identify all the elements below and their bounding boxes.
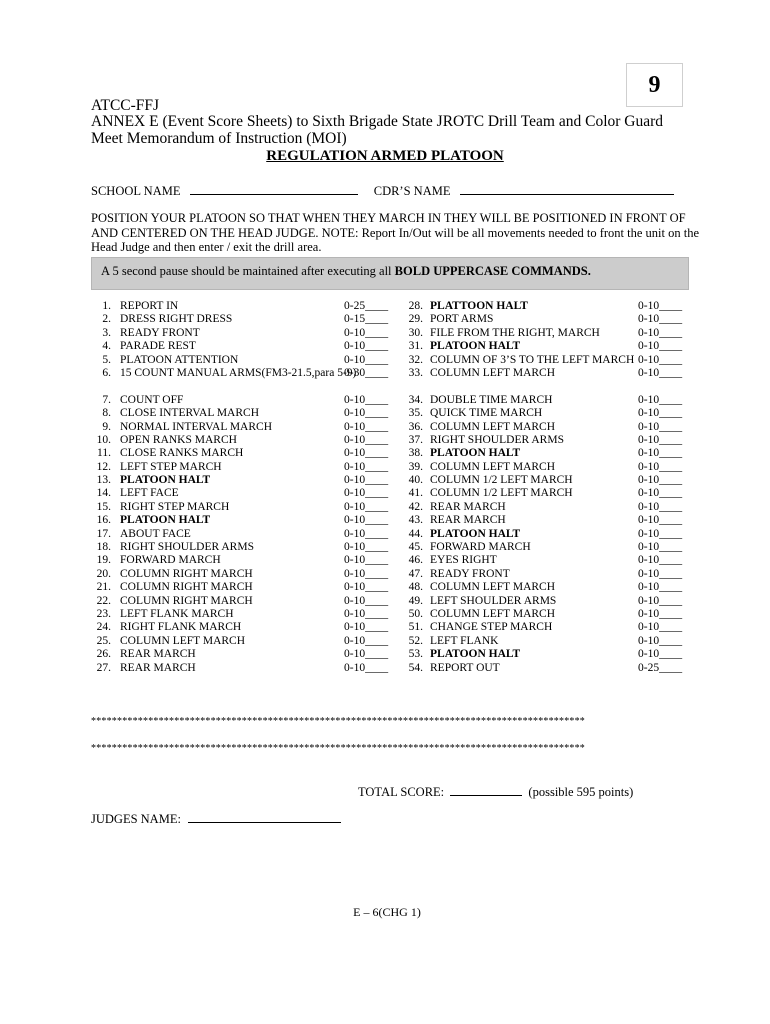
command-points[interactable]: 0-10____ [344,340,389,353]
command-points[interactable]: 0-10____ [638,541,683,554]
command-label: COLUMN 1/2 LEFT MARCH [430,487,573,500]
command-number: 52. [408,634,423,647]
command-points[interactable]: 0-10____ [638,648,683,661]
command-points[interactable]: 0-10____ [344,407,389,420]
command-number: 27. [96,661,111,674]
command-points[interactable]: 0-10____ [344,420,389,433]
command-label: FILE FROM THE RIGHT, MARCH [430,326,600,339]
total-score-field[interactable] [450,784,522,796]
name-fields [91,182,674,199]
command-label: READY FRONT [120,326,200,339]
command-number: 11. [97,447,111,460]
command-points[interactable]: 0-10____ [344,433,389,446]
command-row [91,434,391,447]
command-row [91,313,391,326]
command-label: RIGHT STEP MARCH [120,500,230,513]
command-number: 40. [408,474,423,487]
command-number: 24. [96,621,111,634]
command-points[interactable]: 0-10____ [638,353,683,366]
command-points[interactable]: 0-10____ [344,581,389,594]
command-label: COLUMN LEFT MARCH [430,366,556,379]
page-footer: E – 6(CHG 1) [353,905,421,919]
command-number: 14. [96,487,111,500]
command-label: REAR MARCH [120,648,196,661]
command-number: 2. [102,313,111,326]
command-number: 23. [96,608,111,620]
judges-name-field[interactable] [188,811,341,823]
command-row [91,568,391,581]
command-points[interactable]: 0-10____ [344,474,389,487]
command-number: 39. [408,460,423,473]
command-points[interactable]: 0-10____ [344,554,389,567]
command-label: PLATOON HALT [430,340,521,353]
total-score-note: (possible 595 points) [528,785,634,799]
command-row [400,474,695,487]
command-row [400,662,695,675]
command-row [400,648,695,661]
command-number: 50. [408,608,423,620]
command-row [400,407,695,420]
command-points[interactable]: 0-10____ [344,608,389,620]
separator-stars-2: *********************************************************************************************** [91,743,585,754]
command-row [400,554,695,567]
command-row [91,541,391,554]
command-number: 51. [408,621,423,634]
pause-note-text: A 5 second pause should be maintained after executing all [101,264,395,278]
command-points[interactable]: 0-10____ [638,500,683,513]
command-label: PLATOON HALT [430,447,521,460]
command-row [400,595,695,608]
command-points[interactable]: 0-10____ [638,621,683,634]
command-label: COLUMN RIGHT MARCH [120,581,253,594]
command-row [91,340,391,353]
command-label: REPORT IN [120,300,179,312]
command-points[interactable]: 0-10____ [344,393,389,406]
command-row [400,501,695,514]
command-points[interactable]: 0-10____ [344,353,389,366]
command-number: 21. [96,581,111,594]
command-number: 29. [408,313,423,326]
command-number: 41. [408,487,423,500]
command-row [91,394,391,407]
command-label: RIGHT SHOULDER ARMS [120,541,254,554]
command-label: COLUMN LEFT MARCH [430,460,556,473]
command-row [91,648,391,661]
total-score [358,784,633,800]
command-number: 38. [408,447,423,460]
command-number: 5. [102,353,111,366]
command-points[interactable]: 0-10____ [344,487,389,500]
command-points[interactable]: 0-10____ [344,326,389,339]
command-label: COUNT OFF [120,393,184,406]
command-points[interactable]: 0-10____ [638,393,683,406]
command-label: COLUMN LEFT MARCH [120,634,246,647]
command-label: COLUMN LEFT MARCH [430,608,556,620]
command-number: 37. [408,433,423,446]
command-points[interactable]: 0-10____ [638,433,683,446]
command-number: 32. [408,353,423,366]
command-number: 53. [408,648,423,661]
command-row [91,421,391,434]
command-points[interactable]: 0-10____ [638,634,683,647]
command-number: 54. [408,661,423,674]
command-points[interactable]: 0-10____ [638,326,683,339]
commands-left-column [91,300,391,675]
command-number: 31. [408,340,423,353]
command-points[interactable]: 0-10____ [638,313,683,326]
command-number: 19. [96,554,111,567]
command-row [400,434,695,447]
command-points[interactable]: 0-10____ [638,407,683,420]
command-label: QUICK TIME MARCH [430,407,543,420]
command-row [91,461,391,474]
command-row [91,581,391,594]
command-points[interactable]: 0-10____ [638,581,683,594]
command-label: EYES RIGHT [430,554,497,567]
command-label: CLOSE INTERVAL MARCH [120,407,260,420]
command-points[interactable]: 0-15____ [344,313,389,326]
command-number: 3. [102,326,111,339]
command-points[interactable]: 0-10____ [344,541,389,554]
command-row [400,327,695,340]
command-row [91,608,391,621]
separator-stars-1: *********************************************************************************************** [91,716,585,727]
command-label: DRESS RIGHT DRESS [120,313,233,326]
command-points[interactable]: 0-25____ [344,300,389,312]
instructions-text: POSITION YOUR PLATOON SO THAT WHEN THEY MARCH IN THEY WILL BE POSITIONED IN FRONT OF AND CENTERED ON THE HEAD JUDGE. NOTE: Report In/Out will be all movements needed to front the unit on the Head Judge and then enter / exit the drill area. [91,211,700,254]
header-annex: ANNEX E (Event Score Sheets) to Sixth Brigade State JROTC Drill Team and Color Guard [91,113,664,130]
command-label: COLUMN RIGHT MARCH [120,567,253,580]
command-row [91,501,391,514]
command-label: COLUMN RIGHT MARCH [120,594,253,607]
command-label: RIGHT FLANK MARCH [120,621,242,634]
command-number: 33. [408,366,423,379]
command-points[interactable]: 0-10____ [344,634,389,647]
command-number: 6. [102,366,111,379]
command-label: PLATOON HALT [120,474,211,487]
command-points[interactable]: 0-10____ [638,594,683,607]
command-number: 46. [408,554,423,567]
command-number: 30. [408,326,423,339]
command-points[interactable]: 0-10____ [638,460,683,473]
command-number: 15. [96,500,111,513]
command-points[interactable]: 0-30____ [344,366,389,379]
command-label: CLOSE RANKS MARCH [120,447,244,460]
command-label: 15 COUNT MANUAL ARMS(FM3-21.5,para 5-9) [120,366,357,379]
command-number: 43. [408,514,423,527]
command-label: LEFT FLANK MARCH [120,608,234,620]
command-label: ABOUT FACE [120,527,191,540]
command-label: PLATOON HALT [120,514,211,527]
command-row [91,621,391,634]
command-row [91,407,391,420]
command-points[interactable]: 0-10____ [638,447,683,460]
command-points[interactable]: 0-10____ [344,460,389,473]
command-label: FORWARD MARCH [120,554,221,567]
command-number: 45. [408,541,423,554]
command-number: 44. [408,527,423,540]
command-number: 42. [408,500,423,513]
command-number: 28. [408,300,423,312]
command-number: 35. [408,407,423,420]
command-number: 13. [96,474,111,487]
command-label: REPORT OUT [430,661,500,674]
command-number: 4. [102,340,111,353]
total-score-label: TOTAL SCORE: [358,785,445,799]
command-label: PLATOON HALT [430,648,521,661]
command-label: FORWARD MARCH [430,541,531,554]
command-number: 48. [408,581,423,594]
command-row [400,581,695,594]
command-points[interactable]: 0-10____ [344,648,389,661]
command-number: 49. [408,594,423,607]
command-row [400,300,695,313]
cdr-name-field[interactable] [460,182,674,195]
command-row [91,595,391,608]
page-title: REGULATION ARMED PLATOON [266,148,504,164]
command-row [400,461,695,474]
command-number: 18. [96,541,111,554]
command-label: LEFT FACE [120,487,179,500]
command-number: 8. [102,407,111,420]
command-points[interactable]: 0-10____ [638,554,683,567]
command-points[interactable]: 0-10____ [638,420,683,433]
command-row [400,447,695,460]
school-name-label: SCHOOL NAME [91,184,181,198]
command-row [400,394,695,407]
command-number: 34. [408,393,423,406]
command-number: 26. [96,648,111,661]
command-number: 10. [96,433,111,446]
command-label: COLUMN 1/2 LEFT MARCH [430,474,573,487]
command-label: REAR MARCH [430,500,506,513]
command-label: PORT ARMS [430,313,494,326]
command-label: PLATOON HALT [430,527,521,540]
header-moi: Meet Memorandum of Instruction (MOI) [91,130,347,147]
command-row [400,528,695,541]
command-label: CHANGE STEP MARCH [430,621,553,634]
pause-note-bold: BOLD UPPERCASE COMMANDS. [394,264,591,278]
command-label: LEFT STEP MARCH [120,460,222,473]
command-row [91,300,391,313]
command-row [91,354,391,367]
command-label: DOUBLE TIME MARCH [430,393,553,406]
command-number: 25. [96,634,111,647]
command-row [91,528,391,541]
command-points[interactable]: 0-10____ [344,621,389,634]
command-number: 36. [408,420,423,433]
command-points[interactable]: 0-10____ [638,487,683,500]
command-row [400,621,695,634]
command-points[interactable]: 0-10____ [344,514,389,527]
judges-name-label: JUDGES NAME: [91,812,181,826]
page-number-box: 9 [626,63,683,107]
command-row [400,354,695,367]
command-number: 20. [96,567,111,580]
command-points[interactable]: 0-10____ [638,514,683,527]
command-points[interactable]: 0-10____ [638,527,683,540]
command-row [91,327,391,340]
command-row [400,635,695,648]
command-number: 12. [96,460,111,473]
command-label: COLUMN LEFT MARCH [430,420,556,433]
command-row [91,662,391,675]
command-row [400,514,695,527]
command-label: PLATTOON HALT [430,300,528,312]
command-number: 17. [96,527,111,540]
command-points[interactable]: 0-10____ [638,567,683,580]
command-row [91,367,391,394]
command-row [400,608,695,621]
command-points[interactable]: 0-10____ [344,567,389,580]
command-row [400,367,695,394]
command-number: 47. [408,567,423,580]
command-label: LEFT SHOULDER ARMS [430,594,557,607]
command-row [91,487,391,500]
command-row [400,421,695,434]
command-row [400,541,695,554]
command-label: REAR MARCH [120,661,196,674]
command-number: 9. [102,420,111,433]
command-row [91,635,391,648]
command-label: COLUMN OF 3’S TO THE LEFT MARCH [430,353,635,366]
command-points[interactable]: 0-10____ [638,474,683,487]
command-number: 22. [96,594,111,607]
command-points[interactable]: 0-10____ [344,661,389,674]
command-row [400,568,695,581]
command-label: LEFT FLANK [430,634,499,647]
command-points[interactable]: 0-10____ [638,366,683,379]
command-row [400,487,695,500]
command-row [91,514,391,527]
command-row [400,313,695,326]
command-label: OPEN RANKS MARCH [120,433,237,446]
pause-note-box [91,257,689,290]
judges-name [91,811,341,827]
command-label: RIGHT SHOULDER ARMS [430,433,564,446]
command-row [91,447,391,460]
command-number: 16. [96,514,111,527]
cdr-name-label: CDR’S NAME [373,184,451,198]
command-points[interactable]: 0-10____ [344,527,389,540]
command-points[interactable]: 0-10____ [638,608,683,620]
command-label: REAR MARCH [430,514,506,527]
command-points[interactable]: 0-10____ [344,594,389,607]
command-points[interactable]: 0-10____ [638,340,683,353]
header-code: ATCC-FFJ [91,97,160,114]
command-row [91,554,391,567]
command-points[interactable]: 0-10____ [344,447,389,460]
command-label: COLUMN LEFT MARCH [430,581,556,594]
command-points[interactable]: 0-10____ [344,500,389,513]
command-label: PLATOON ATTENTION [120,353,239,366]
command-points[interactable]: 0-25____ [638,661,683,674]
command-row [400,340,695,353]
commands-right-column [400,300,695,675]
command-label: NORMAL INTERVAL MARCH [120,420,272,433]
command-number: 1. [102,300,111,312]
school-name-field[interactable] [190,182,358,195]
command-label: READY FRONT [430,567,510,580]
command-number: 7. [102,393,111,406]
command-points[interactable]: 0-10____ [638,300,683,312]
command-label: PARADE REST [120,340,196,353]
command-row [91,474,391,487]
